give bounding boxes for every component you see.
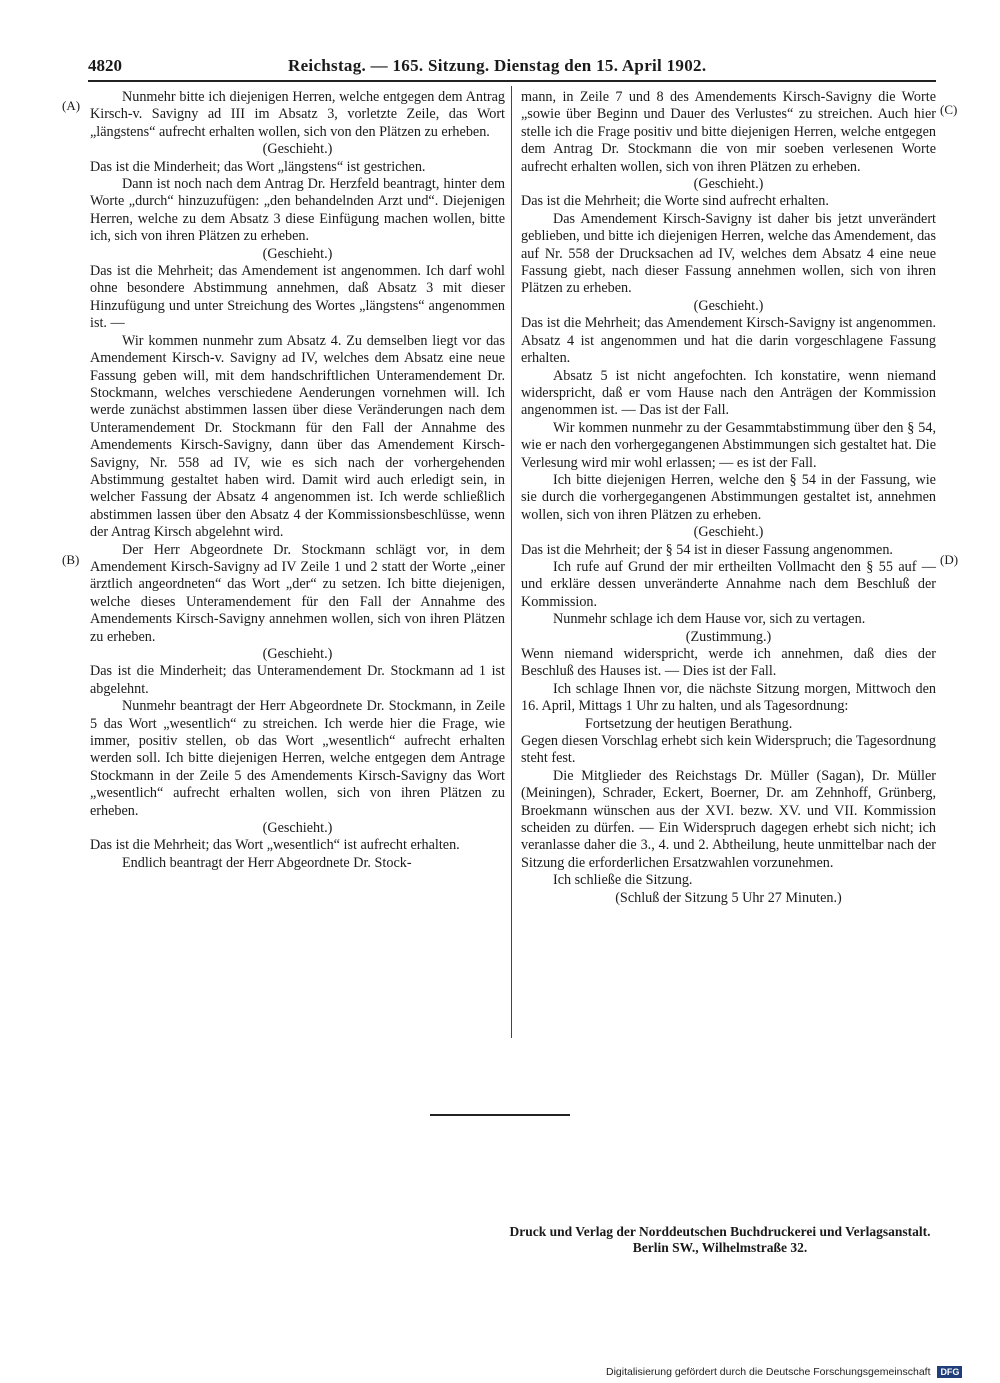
paragraph: Die Mitglieder des Reichstags Dr. Müller (Sagan), Dr. Müller (Meiningen), Schrader, Eckert, Boerner, Dr. am Zehnhoff, Grünberg, Broekmann wünschen aus der XVI. bezw. XV. und VII. Kommission scheiden zu dürfen. — Ein Widerspruch dagegen erhebt sich nicht; ich veranlasse daher die 3., 4. und 2. Abtheilung, heute unmittelbar nach der Sitzung die erforderlichen Ersatzwahlen vorzunehmen.: [521, 767, 936, 871]
stage-direction: (Geschieht.): [262, 820, 333, 837]
footer-rule: [430, 1114, 570, 1116]
paragraph: Nunmehr bitte ich diejenigen Herren, welche entgegen dem Antrag Kirsch-v. Savigny ad III im Absatz 3, vorletzte Zeile, das Wort „längstens“ aufrecht erhalten wollen, sich von den Plätzen zu erheben.: [90, 89, 505, 140]
stage-direction: (Zustimmung.): [685, 628, 772, 645]
paragraph: Absatz 5 ist nicht angefochten. Ich konstatire, wenn niemand widerspricht, daß er vom Hause nach den Anträgen der Kommission angenommen ist. — Das ist der Fall.: [521, 367, 936, 419]
digitization-notice: [606, 1366, 986, 1380]
margin-mark-b: (B): [62, 552, 80, 567]
paragraph: Das ist die Minderheit; das Wort „längstens“ ist gestrichen.: [90, 158, 426, 175]
paragraph: Dann ist noch nach dem Antrag Dr. Herzfeld beantragt, hinter dem Worte „durch“ hinzuzufügen: „den behandelnden Arzt und“. Diejenigen Herren, welche zu dem Absatz 3 diese Einfügung machen wollen, bitte ich, sich von ihren Plätzen zu erheben.: [90, 176, 505, 245]
paragraph: Das ist die Minderheit; das Unteramendement Dr. Stockmann ad 1 ist abgelehnt.: [90, 663, 505, 697]
paragraph: Das ist die Mehrheit; die Worte sind aufrecht erhalten.: [521, 193, 829, 210]
stage-direction: (Geschieht.): [262, 646, 333, 662]
paragraph: Das Amendement Kirsch-Savigny ist daher bis jetzt unverändert geblieben, und bitte ich diejenigen Herren, welche das Amendement, das auf Nr. 558 der Drucksachen ad IV, welches dem Absatz 4 eine neue Fassung giebt, nach dieser Fassung annehmen wollen, sich von ihren Plätzen zu erheben.: [521, 210, 936, 297]
page-header: [88, 52, 936, 78]
margin-mark-c: (C): [940, 102, 958, 117]
stage-direction: (Geschieht.): [693, 176, 764, 193]
right-column: [521, 89, 936, 907]
page-number: 4820: [88, 56, 122, 75]
paragraph: Ich bitte diejenigen Herren, welche den § 54 in der Fassung, wie sie durch die vorhergegangenen Abstimmungen gestaltet ist, annehmen wollen, sich von ihren Plätzen zu erheben.: [521, 471, 936, 523]
imprint-address: Berlin SW., Wilhelmstraße 32.: [632, 1240, 808, 1255]
stage-direction: (Geschieht.): [693, 524, 764, 541]
dfg-logo-icon: DFG: [937, 1366, 962, 1378]
imprint-publisher: Druck und Verlag der Norddeutschen Buchdruckerei und Verlagsanstalt.: [509, 1224, 931, 1239]
paragraph: Das ist die Mehrheit; das Amendement ist angenommen. Ich darf wohl ohne besondere Abstimmung annehmen, daß Absatz 3 mit dieser Hinzufügung und unter Streichung des Wortes „längstens“ angenommen ist. —: [90, 263, 505, 332]
stage-direction: (Geschieht.): [262, 141, 333, 158]
digitization-text: Digitalisierung gefördert durch die Deutsche Forschungsgemeinschaft: [606, 1366, 931, 1378]
paragraph: Wir kommen nunmehr zum Absatz 4. Zu demselben liegt vor das Amendement Kirsch-v. Savigny ad IV, welches dem Absatz eine neue Fassung geben will, mit dem handschriftlichen Unteramendement Dr. Stockmann, welches verschiedene Aenderungen vornehmen will. Ich werde zunächst abstimmen lassen über diese Veränderungen nach dem Unteramendement Dr. Stockmann für den Fall der Annahme des Amendements Kirsch-Savigny, dann über das Amendement Kirsch-Savigny, Nr. 558 ad IV, wie es sich nach der vorhergehenden Abstimmung gestaltet haben wird. Damit wird auch erledigt sein, in welcher Fassung der Absatz 4 angenommen ist. Ich werde schließlich abstimmen lassen über den Absatz 4 der Kommissionsbeschlüsse, wenn der Antrag Kirsch abgelehnt wird.: [90, 332, 505, 541]
paragraph: Ich schließe die Sitzung.: [553, 872, 693, 889]
paragraph: Der Herr Abgeordnete Dr. Stockmann schlägt vor, in dem Amendement Kirsch-Savigny ad IV Zeile 1 und 2 statt der Worte „einer ärztlich angeordneten“ das Wort „der“ zu setzen. Ich bitte diejenigen, welche dieses Unteramendement für den Fall der Annahme des Amendements Kirsch-Savigny annehmen wollen, sich von ihren Plätzen zu erheben.: [90, 541, 505, 645]
paragraph: Nunmehr beantragt der Herr Abgeordnete Dr. Stockmann, in Zeile 5 das Wort „wesentlich“ zu streichen. Ich werde hier die Frage, wie immer, positiv stellen, ob das Wort „wesentlich“ aufrecht erhalten werden soll. Ich bitte diejenigen Herren, welche entgegen dem Antrage Stockmann in der Zeile 5 des Amendements Kirsch-Savigny das Wort „wesentlich“ aufrecht erhalten wollen, sich von ihren Plätzen zu erheben.: [90, 698, 505, 819]
paragraph: Das ist die Mehrheit; das Amendement Kirsch-Savigny ist angenommen. Absatz 4 ist angenommen und hat die darin vorgeschlagene Fassung erhalten.: [521, 315, 936, 367]
stage-direction: (Geschieht.): [693, 297, 764, 314]
paragraph: Nunmehr schlage ich dem Hause vor, sich zu vertagen.: [553, 611, 866, 628]
agenda-item: Fortsetzung der heutigen Berathung.: [585, 715, 793, 732]
header-rule: [88, 80, 936, 82]
column-divider: [511, 86, 512, 1038]
imprint: [500, 1224, 940, 1256]
paragraph: Endlich beantragt der Herr Abgeordnete Dr. Stock-: [122, 854, 412, 871]
paragraph: Wenn niemand widerspricht, werde ich annehmen, daß dies der Beschluß des Hauses ist. — Dies ist der Fall.: [521, 646, 936, 680]
paragraph: mann, in Zeile 7 und 8 des Amendements Kirsch-Savigny die Worte „sowie über Beginn und Dauer des Verlustes“ zu streichen. Auch hier stelle ich die Frage positiv und bitte diejenigen Herren, welche entgegen dem Antrag Dr. Stockmann die von mir soeben verlesenen Worte aufrecht erhalten wollen, sich von ihren Plätzen zu erheben.: [521, 89, 936, 175]
stage-direction: (Geschieht.): [262, 245, 333, 262]
margin-mark-a: (A): [62, 98, 81, 113]
running-title: Reichstag. — 165. Sitzung. Dienstag den 15. April 1902.: [288, 56, 707, 75]
closing-note: (Schluß der Sitzung 5 Uhr 27 Minuten.): [615, 889, 842, 906]
paragraph: Wir kommen nunmehr zu der Gesammtabstimmung über den § 54, wie er nach den vorhergegangenen Abstimmungen sich gestaltet hat. Die Verlesung wird mir wohl erlassen; — es ist der Fall.: [521, 419, 936, 471]
paragraph: Das ist die Mehrheit; das Wort „wesentlich“ ist aufrecht erhalten.: [90, 837, 460, 854]
paragraph: Das ist die Mehrheit; der § 54 ist in dieser Fassung angenommen.: [521, 541, 893, 558]
margin-mark-d: (D): [940, 552, 959, 567]
paragraph: Ich rufe auf Grund der mir ertheilten Vollmacht den § 55 auf — und erkläre dessen unveränderte Annahme nach dem Beschluß der Kommission.: [521, 558, 936, 610]
left-column: [90, 89, 505, 872]
paragraph: Ich schlage Ihnen vor, die nächste Sitzung morgen, Mittwoch den 16. April, Mittags 1 Uhr zu halten, und als Tagesordnung:: [521, 680, 936, 715]
paragraph: Gegen diesen Vorschlag erhebt sich kein Widerspruch; die Tagesordnung steht fest.: [521, 733, 936, 767]
